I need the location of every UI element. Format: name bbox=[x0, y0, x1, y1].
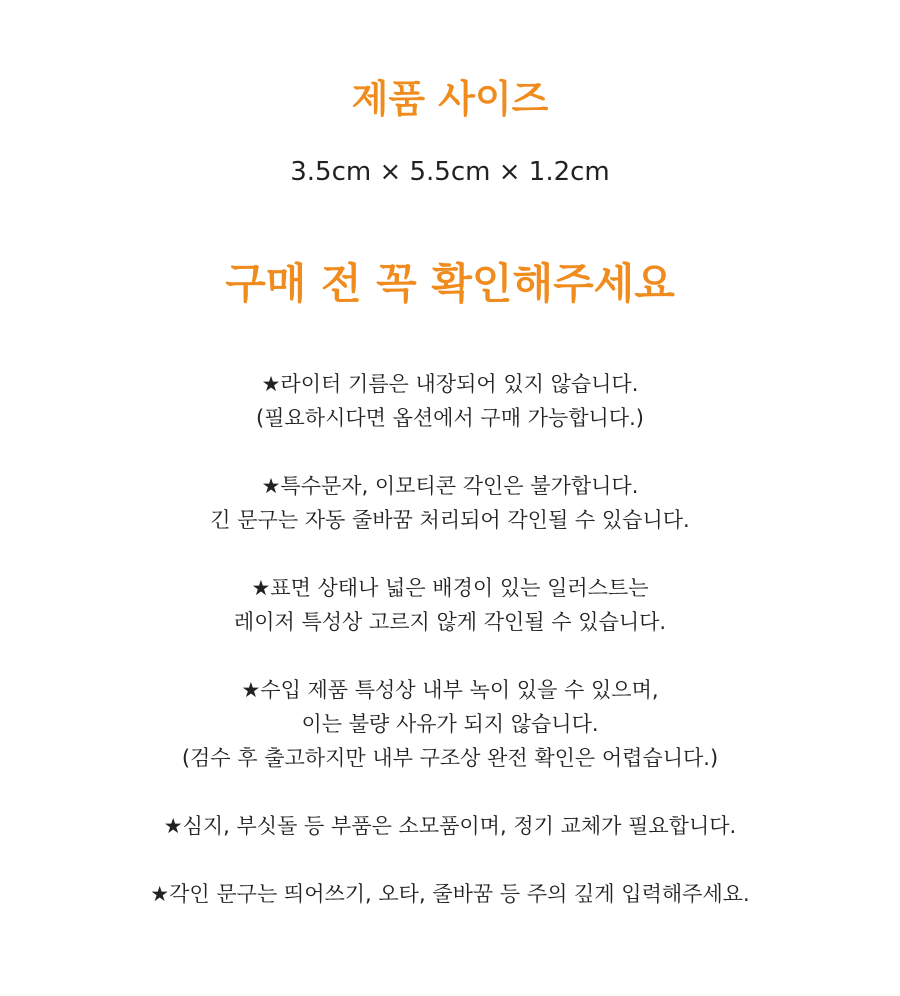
notice-line: (필요하시다면 옵션에서 구매 가능합니다.) bbox=[256, 406, 644, 430]
notice-item-special-characters bbox=[0, 469, 900, 537]
notice-item-lighter-fluid bbox=[0, 367, 900, 435]
notice-line: ★심지, 부싯돌 등 부품은 소모품이며, 정기 교체가 필요합니다. bbox=[163, 814, 737, 838]
notice-line: ★표면 상태나 넓은 배경이 있는 일러스트는 bbox=[251, 576, 649, 600]
notice-item-illustration bbox=[0, 571, 900, 639]
notice-item-consumables bbox=[0, 809, 900, 843]
purchase-notice-title: 구매 전 꼭 확인해주세요 bbox=[225, 259, 675, 308]
notice-line: ★라이터 기름은 내장되어 있지 않습니다. bbox=[261, 372, 639, 396]
notice-line: ★각인 문구는 띄어쓰기, 오타, 줄바꿈 등 주의 깊게 입력해주세요. bbox=[150, 882, 750, 906]
notice-line: (검수 후 출고하지만 내부 구조상 완전 확인은 어렵습니다.) bbox=[181, 746, 719, 770]
notice-line: 긴 문구는 자동 줄바꿈 처리되어 각인될 수 있습니다. bbox=[210, 508, 690, 532]
notice-item-engraving-text bbox=[0, 877, 900, 911]
notice-list bbox=[0, 367, 900, 945]
notice-line: 레이저 특성상 고르지 않게 각인될 수 있습니다. bbox=[233, 610, 667, 634]
product-dimensions: 3.5cm × 5.5cm × 1.2cm bbox=[290, 157, 610, 187]
notice-line: ★특수문자, 이모티콘 각인은 불가합니다. bbox=[261, 474, 639, 498]
notice-item-rust bbox=[0, 673, 900, 775]
product-size-title: 제품 사이즈 bbox=[351, 77, 549, 121]
notice-line: ★수입 제품 특성상 내부 녹이 있을 수 있으며, bbox=[241, 678, 659, 702]
notice-line: 이는 불량 사유가 되지 않습니다. bbox=[301, 712, 599, 736]
